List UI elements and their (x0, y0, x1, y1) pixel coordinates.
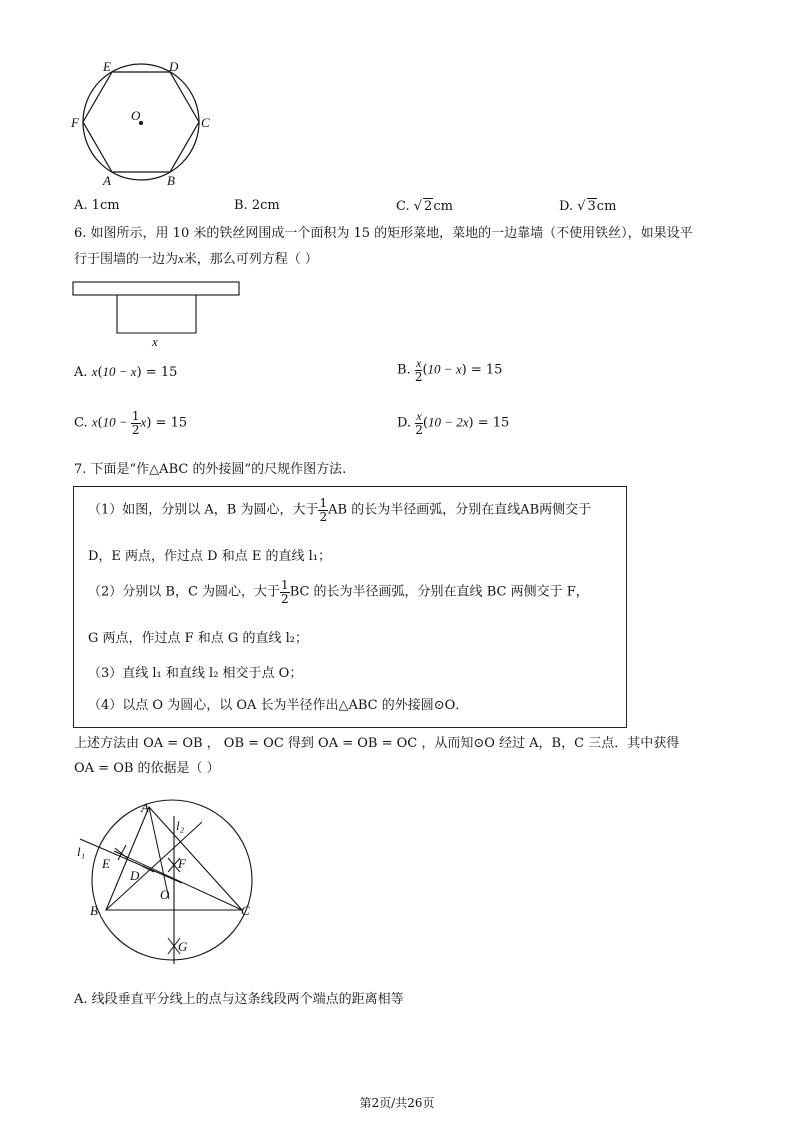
q6-option-d[interactable]: D. $\frac{x}{2}$ (10 − 2x) = 15 (397, 409, 510, 437)
q6-stem-line1: 6. 如图所示，用 10 米的铁丝网围成一个面积为 15 的矩形菜地，菜地的一边靠墙（不使用铁丝），如果设平 (74, 226, 693, 241)
q7-step1b: D，E 两点，作过点 D 和点 E 的直线 l₁； (88, 549, 331, 564)
label-o: O (131, 108, 141, 123)
q5-option-a-text: 1cm (91, 198, 120, 213)
label-o: O (160, 887, 170, 902)
median-a (149, 807, 169, 899)
label-b: B (167, 173, 175, 188)
label-d: D (169, 59, 179, 74)
q7-after-line2: OA = OB 的依据是（ ） (74, 761, 220, 776)
q7-step1a: （1）如图，分别以 A，B 为圆心，大于 $\frac{1}{2}$ AB 的长为半径画弧，分别在直线AB两侧交于 (88, 496, 592, 524)
q5-option-d-radicand: 3 (587, 199, 596, 214)
label-a: A (141, 800, 149, 815)
label-d: D (130, 868, 140, 883)
q7-step3: （3）直线 l₁ 和直线 l₂ 相交于点 O； (88, 666, 303, 681)
label-c: C (241, 903, 250, 918)
label-c: C (201, 115, 210, 130)
q5-option-c[interactable]: C. √ 2cm (396, 199, 453, 214)
label-f: F (71, 115, 79, 130)
q7-step2b: G 两点，作过点 F 和点 G 的直线 l₂； (88, 631, 308, 646)
circumcircle (92, 800, 252, 960)
hexagon-circle-figure (66, 58, 226, 190)
q7-procedure-box (73, 486, 627, 728)
q5-option-c-radicand: 2 (424, 199, 433, 214)
circumcircle-construction-figure (72, 798, 272, 968)
page-footer: 第2页/共26页 (359, 1096, 435, 1110)
segment-b-f (106, 822, 202, 910)
q5-option-a[interactable]: A. 1cm (74, 198, 120, 213)
label-g: G (178, 939, 188, 954)
label-b: B (90, 903, 98, 918)
q7-step4: （4）以点 O 为圆心，以 OA 长为半径作出△ABC 的外接圆⊙O． (88, 698, 469, 713)
q7-after-line1: 上述方法由 OA = OB ， OB = OC 得到 OA = OB = OC ，从而知⊙O 经过 A，B，C 三点．其中获得 (74, 736, 680, 751)
label-e: E (103, 59, 111, 74)
q5-option-d[interactable]: D. √ 3cm (559, 199, 617, 214)
label-e: E (102, 856, 110, 871)
label-x: x (152, 334, 158, 349)
q7-option-a[interactable]: A. 线段垂直平分线上的点与这条线段两个端点的距离相等 (74, 992, 404, 1007)
label-a: A (103, 173, 111, 188)
garden-rectangle (117, 295, 196, 333)
q6-option-b[interactable]: B. $\frac{x}{2}$ (10 − x) = 15 (397, 356, 503, 384)
q6-option-c[interactable]: C. x(10 − $\frac{1}{2}$ x) = 15 (74, 409, 188, 437)
q6-stem-line2: 行于围墙的一边为x米，那么可列方程（ ） (74, 251, 318, 267)
label-l1: l₁ (77, 844, 86, 859)
q5-option-b-text: 2cm (251, 198, 280, 213)
wall (73, 282, 239, 295)
q7-step2a: （2）分别以 B，C 为圆心，大于 $\frac{1}{2}$ BC 的长为半径画弧，分别在直线 BC 两侧交于 F， (88, 578, 589, 606)
q6-option-a[interactable]: A. x(10 − x) = 15 (74, 364, 178, 380)
q5-option-b[interactable]: B. 2cm (234, 198, 280, 213)
label-f: F (178, 856, 186, 871)
label-l2: l₂ (176, 818, 185, 833)
garden-wall-figure (72, 280, 244, 350)
q7-intro: 7. 下面是“作△ABC 的外接圆”的尺规作图方法. (74, 462, 347, 477)
